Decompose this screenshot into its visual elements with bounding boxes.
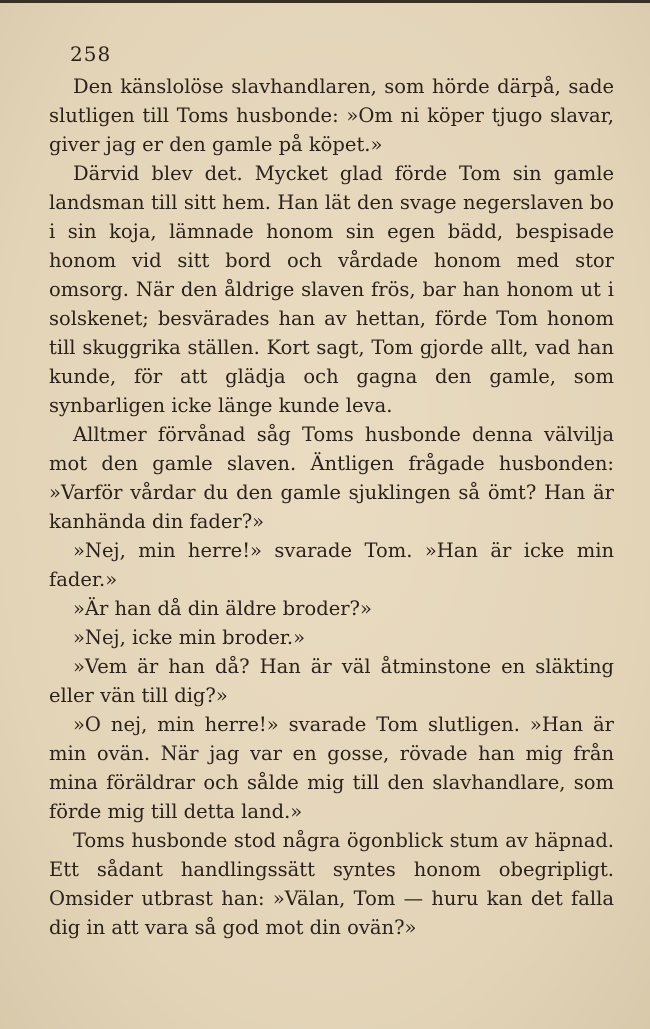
paragraph-1: Den känslolöse slavhandlaren, som hörde därpå, sade slutligen till Toms husbonde: »Om ni köper tjugo slavar, giver jag er den gamle på köpet.» xyxy=(49,75,614,156)
body-text xyxy=(49,72,614,942)
page-top-edge xyxy=(0,0,650,3)
paragraph-4: »Nej, min herre!» svarade Tom. »Han är icke min fader.» xyxy=(49,539,614,591)
page-number: 258 xyxy=(70,42,112,66)
paragraph-6: »Nej, icke min broder.» xyxy=(73,626,306,649)
paragraph-5: »Är han då din äldre broder?» xyxy=(73,597,372,620)
paragraph-9: Toms husbonde stod några ögonblick stum av häpnad. Ett sådant handlingssätt syntes honom obegripligt. Omsider utbrast han: »Välan, Tom — huru kan det falla dig in att vara så god mot din ovän?» xyxy=(49,829,614,939)
paragraph-7: »Vem är han då? Han är väl åtminstone en släkting eller vän till dig?» xyxy=(49,655,614,707)
paragraph-8: »O nej, min herre!» svarade Tom slutligen. »Han är min ovän. När jag var en gosse, rövade han mig från mina föräldrar och sålde mig till den slavhandlare, som förde mig till detta land.» xyxy=(49,713,614,823)
paragraph-3: Alltmer förvånad såg Toms husbonde denna välvilja mot den gamle slaven. Äntligen frågade husbonden: »Varför vårdar du den gamle sjuklingen så ömt? Han är kanhända din fader?» xyxy=(49,423,614,533)
paragraph-2: Därvid blev det. Mycket glad förde Tom sin gamle landsman till sitt hem. Han lät den svage negerslaven bo i sin koja, lämnade honom sin egen bädd, bespisade honom vid sitt bord och vårdade honom med stor omsorg. När den åldrige slaven frös, bar han honom ut i solskenet; besvärades han av hettan, förde Tom honom till skuggrika ställen. Kort sagt, Tom gjorde allt, vad han kunde, för att glädja och gagna den gamle, som synbarligen icke länge kunde leva. xyxy=(49,162,614,417)
